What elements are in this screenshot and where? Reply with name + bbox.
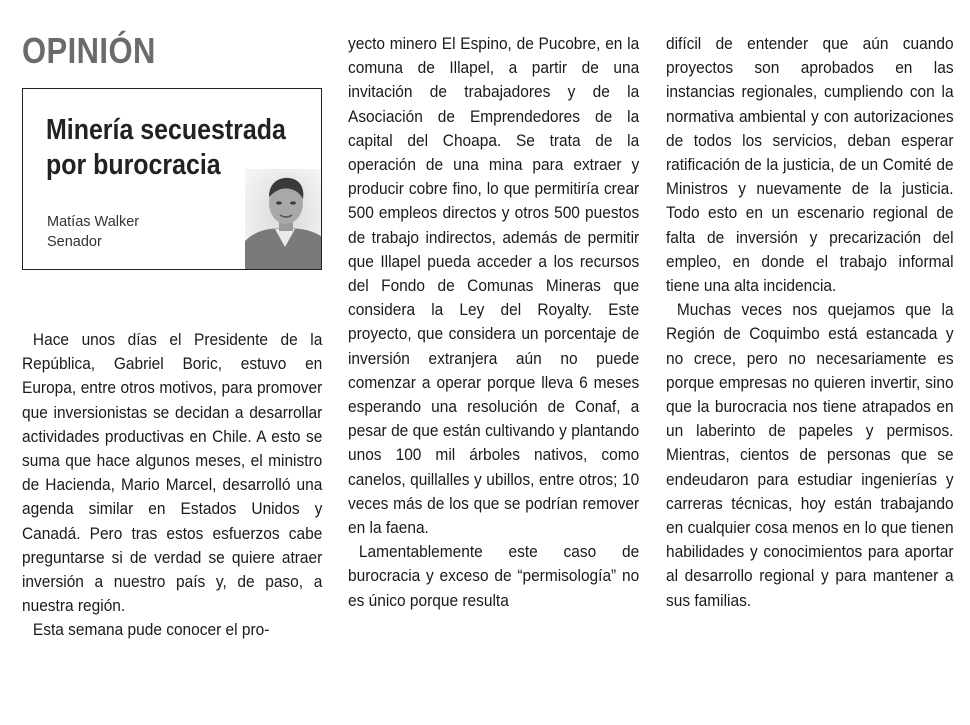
section-label: OPINIÓN: [22, 30, 156, 71]
paragraph: yecto minero El Espino, de Pucobre, en la comuna de Illapel, a partir de una invitación de trabajadores y de la Asociación de Emprendedores de la capital del Choapa. Se trata de la operación de una mina para extraer y producir cobre fino, lo que permitiría crear 500 empleos directos y otros 500 puestos de trabajo indirectos, además de permitir que Illapel pueda acceder a los recursos del Fondo de Comunas Mineras que considera la Ley del Royalty. Este proyecto, que considera un porcentaje de inversión extranjera aún no puede comenzar a operar porque lleva 6 meses esperando una resolución de Conaf, a pesar de que están cultivando y plantando unos 100 mil árboles nativos, como canelos, quillalles y ubillos, entre otros; 10 veces más de los que se podrían remover en la faena.: [348, 34, 640, 538]
article-column-2: [348, 32, 639, 613]
author-block: [47, 212, 139, 252]
author-role: Senador: [47, 234, 102, 250]
article-column-3: [666, 32, 954, 613]
headline-line-2: por burocracia: [46, 149, 221, 181]
paragraph: Hace unos días el Presidente de la República, Gabriel Boric, estuvo en Europa, entre otros motivos, para promover que inversionistas se decidan a desarrollar actividades productivas en Chile. A esto se suma que hace algunos meses, el ministro de Hacienda, Mario Marcel, desarrolló una agenda similar en Estados Unidos y Canadá. Pero tras estos esfuerzos cabe preguntarse si de verdad se quiere atraer inversión a nuestro país y, de paso, a nuestra región.: [22, 330, 323, 616]
paragraph: Lamentablemente este caso de burocracia y exceso de “permisología” no es único porque resulta: [348, 542, 640, 610]
headline-line-1: Minería secuestrada: [46, 114, 286, 146]
article-column-1: [22, 328, 322, 643]
paragraph: Muchas veces nos quejamos que la Región de Coquimbo está estancada y no crece, pero no necesariamente es porque empresas no quieren invertir, sino que la burocracia nos tiene atrapados en un laberinto de papeles y permisos. Mientras, cientos de personas que se endeudaron para estudiar ingenierías y carreras técnicas, hoy están trabajando en cualquier cosa menos en lo que tienen habilidades y conocimientos para aportar al desarrollo regional y para mantener a sus familias.: [666, 300, 954, 610]
author-name: Matías Walker: [47, 214, 140, 230]
author-portrait: [245, 169, 322, 269]
paragraph: difícil de entender que aún cuando proyectos son aprobados en las instancias regionales, cumpliendo con la normativa ambiental y con autorizaciones de todos los servicios, deban esperar ratificación de la justicia, de un Comité de Ministros y nuevamente de la justicia. Todo esto en un escenario regional de falta de inversión y precarización del empleo, en donde el trabajo informal tiene una alta incidencia.: [666, 34, 954, 296]
headline-box: [22, 88, 322, 270]
paragraph: Esta semana pude conocer el pro-: [32, 620, 270, 640]
